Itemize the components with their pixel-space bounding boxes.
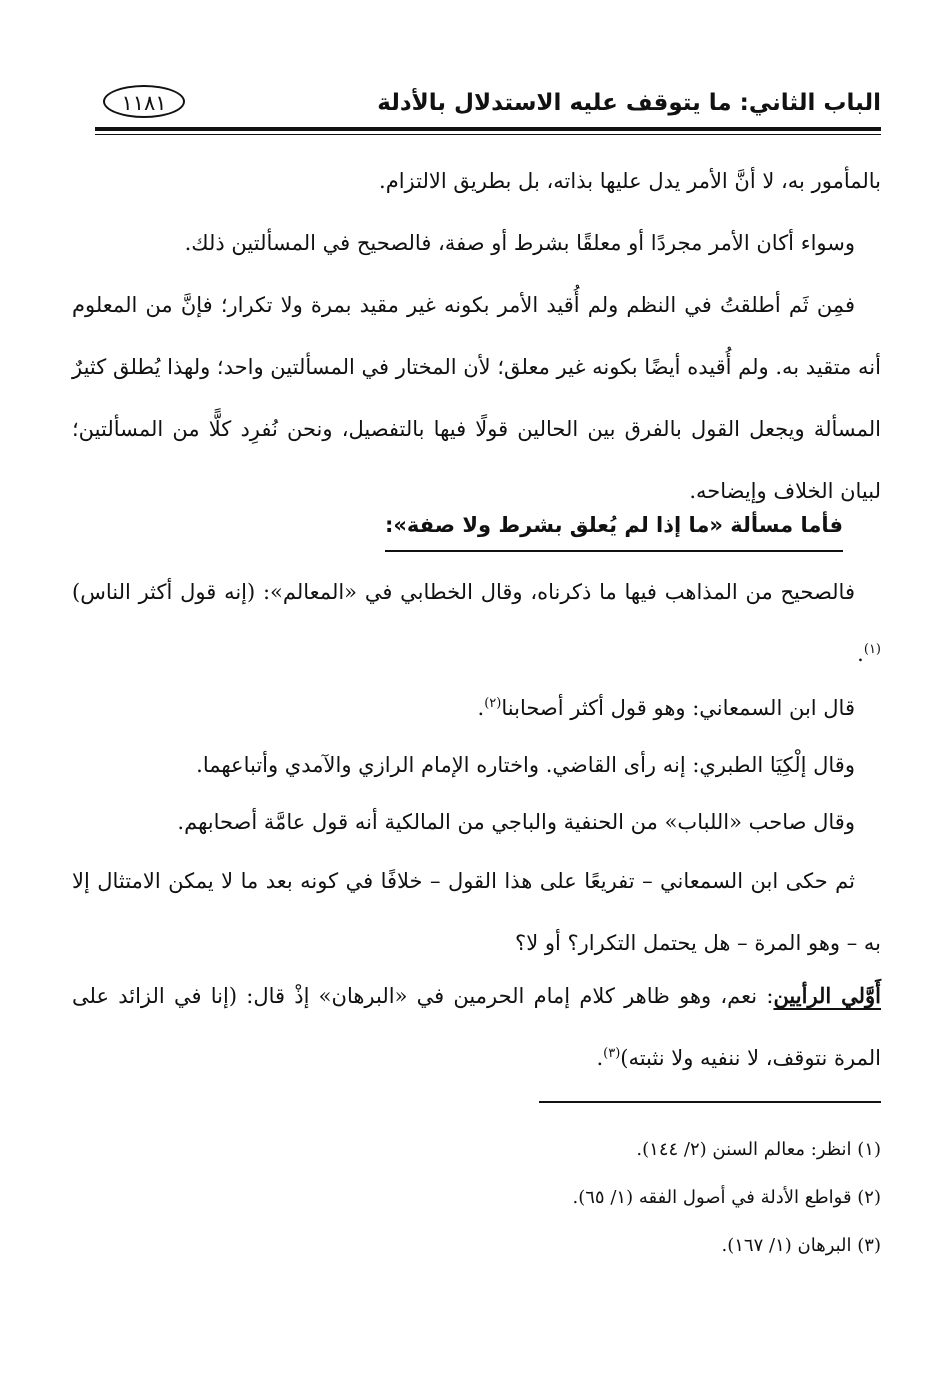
paragraph-4 [72,561,881,685]
chapter-title: الباب الثاني: ما يتوقف عليه الاستدلال بالأدلة [377,90,881,116]
header-rule-thick [95,127,881,131]
footnote-ref-3[interactable]: (٣) [603,1046,621,1061]
paragraph-9-lead: أَوَّلي الرأيين [773,983,882,1008]
paragraph-5 [72,677,881,739]
paragraph-9-end: . [596,1046,604,1070]
page-number-badge: ١١٨١ [103,85,185,118]
footnote-1: (١) انظر: معالم السنن (٢/ ١٤٤). [636,1139,881,1160]
paragraph-4-end: . [857,642,864,666]
footnote-2: (٢) قواطع الأدلة في أصول الفقه (١/ ٦٥). [572,1187,881,1208]
footnote-separator [539,1101,881,1103]
paragraph-3: فمِن ثَم أطلقتُ في النظم ولم أُقيد الأمر بكونه غير مقيد بمرة ولا تكرار؛ فإنَّ من المعلوم أنه متقيد به. ولم أُقيده أيضًا بكونه غير معلق؛ لأن المختار في المسألتين واحد؛ ولهذا يُطلق كثيرٌ المسألة ويجعل القول بالفرق بين الحالين قولًا فيها بالتفصيل، ونحن نُفرِد كلًّا من المسألتين؛ لبيان الخلاف وإيضاحه. [72,293,881,503]
section-heading: فأما مسألة «ما إذا لم يُعلق بشرط ولا صفة»: [385,500,843,552]
paragraph-8: ثم حكى ابن السمعاني – تفريعًا على هذا القول – خلافًا في كونه بعد ما لا يمكن الامتثال إلا به – وهو المرة – هل يحتمل التكرار؟ أو لا؟ [72,869,881,955]
paragraph-2: وسواء أكان الأمر مجردًا أو معلقًا بشرط أو صفة، فالصحيح في المسألتين ذلك. [184,231,855,255]
page-header [95,82,881,132]
paragraph-7: وقال صاحب «اللباب» من الحنفية والباجي من المالكية أنه قول عامَّة أصحابهم. [177,810,855,834]
header-rule-thin [95,134,881,135]
paragraph-9 [72,965,881,1089]
footnote-ref-1[interactable]: (١) [863,642,881,657]
paragraph-6: وقال إلْكِيَا الطبري: إنه رأى القاضي. واختاره الإمام الرازي والآمدي وأتباعهما. [196,753,855,777]
paragraph-5-end: . [477,696,485,720]
paragraph-4-text: فالصحيح من المذاهب فيها ما ذكرناه، وقال الخطابي في «المعالم»: (إنه قول أكثر الناس) [72,580,855,604]
paragraph-1: بالمأمور به، لا أنَّ الأمر يدل عليها بذاته، بل بطريق الالتزام. [379,169,881,193]
footnote-ref-2[interactable]: (٢) [484,696,502,711]
footnote-3: (٣) البرهان (١/ ١٦٧). [721,1235,881,1256]
paragraph-9-text: : نعم، وهو ظاهر كلام إمام الحرمين في «البرهان» إذْ قال: (إنا في الزائد على المرة نتوقف، لا ننفيه ولا نثبته) [72,984,881,1070]
paragraph-5-text: قال ابن السمعاني: وهو قول أكثر أصحابنا [501,696,855,720]
